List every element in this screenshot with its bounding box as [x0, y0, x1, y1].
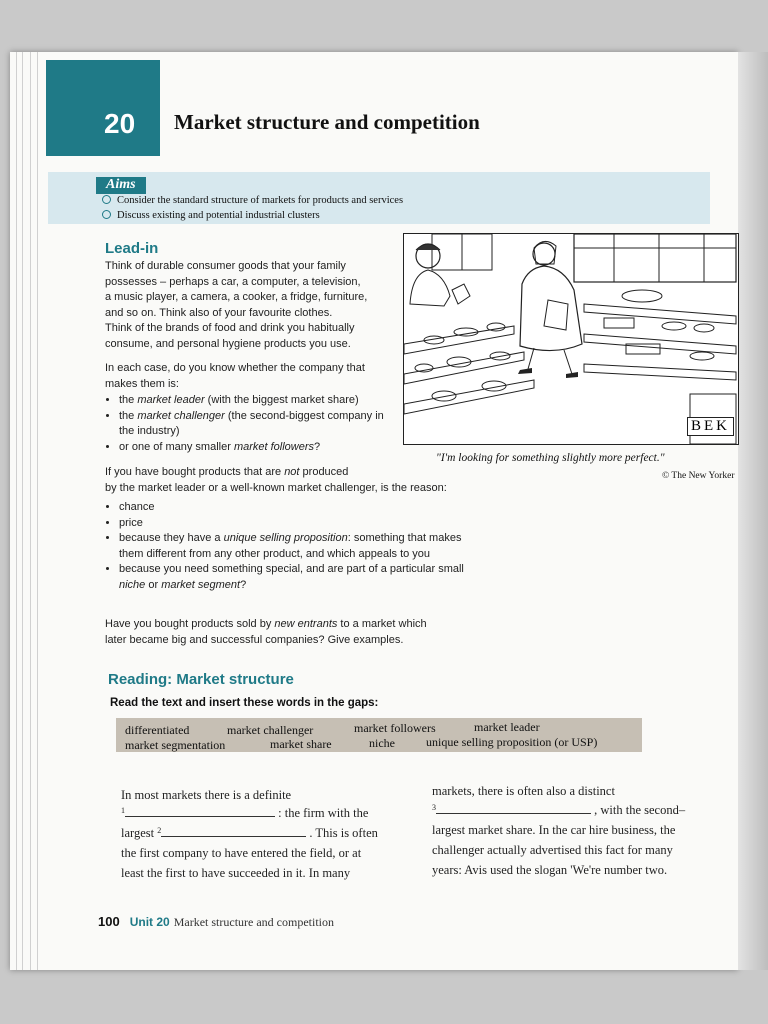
cartoonist-signature: BEK — [687, 417, 734, 436]
unit-title: Market structure and competition — [174, 110, 480, 134]
reading-instruction: Read the text and insert these words in the gaps: — [110, 697, 379, 709]
reading-col1-line1: In most markets there is a definite — [121, 788, 292, 802]
footer-unit: Unit 20 — [129, 915, 170, 929]
word-usp: unique selling proposition (or USP) — [426, 735, 598, 749]
reading-col1-line2: $^1$ : the firm with the — [121, 806, 369, 820]
cartoon-caption: "I'm looking for something slightly more perfect." — [436, 452, 665, 464]
list-item: • the market leader (with the biggest market share) — [119, 393, 395, 409]
reading-col1-line4: the first company to have entered the field, or at — [121, 846, 362, 860]
lead-in-list-1 — [105, 393, 395, 455]
gap-2-blank[interactable] — [161, 824, 306, 837]
lead-in-paragraph-3: If you have bought products that are not produced by the market leader or a well-known market challenger, is the reason: — [105, 466, 447, 494]
lead-in-heading: Lead-in — [105, 240, 159, 257]
aims-item-2: Discuss existing and potential industrial clusters — [102, 210, 320, 221]
list-item: • price — [119, 516, 465, 532]
lead-in-list-2 — [105, 500, 465, 593]
word-niche: niche — [369, 736, 395, 750]
page-footer — [98, 914, 334, 930]
page-binding-lines — [10, 52, 50, 970]
reading-col1-line3: largest $^2$ . This is often — [121, 826, 378, 840]
cartoon-illustration — [403, 233, 739, 445]
lead-in-paragraph-4: Have you bought products sold by new entrants to a market which later became big and successful companies? Give examples. — [105, 618, 427, 646]
unit-number-block — [46, 60, 160, 156]
reading-col2-line5: years: Avis used the slogan 'We're number two. — [432, 863, 668, 877]
reading-col1-line5: least the first to have succeeded in it. In many — [121, 866, 351, 880]
word-differentiated: differentiated — [125, 723, 190, 737]
reading-col2-line3: largest market share. In the car hire business, the — [432, 823, 676, 837]
word-market-share: market share — [270, 737, 332, 751]
shop-scene-drawing — [404, 234, 738, 444]
gap-1-blank[interactable] — [125, 804, 275, 817]
aims-item-1: Consider the standard structure of markets for products and services — [102, 195, 403, 206]
aims-label: Aims — [96, 177, 146, 194]
reading-col2-line1: markets, there is often also a distinct — [432, 784, 615, 798]
circle-bullet-icon — [102, 195, 111, 204]
reading-heading: Reading: Market structure — [108, 671, 294, 688]
circle-bullet-icon — [102, 210, 111, 219]
list-item: • chance — [119, 500, 465, 516]
list-item: • because they have a unique selling proposition: something that makes them different from any other product, and which appeals to you — [119, 531, 465, 562]
list-item: • the market challenger (the second-biggest company in the industry) — [119, 409, 395, 440]
list-item: • or one of many smaller market followers? — [119, 440, 395, 456]
word-market-segmentation: market segmentation — [125, 738, 226, 752]
reading-col2-line2: $^3$ , with the second– — [432, 803, 686, 817]
list-item: • because you need something special, and are part of a particular small niche or market segment? — [119, 562, 465, 593]
cartoon-credit: © The New Yorker — [662, 471, 735, 481]
word-market-challenger: market challenger — [227, 723, 314, 737]
lead-in-paragraph-2: In each case, do you know whether the company that makes them is: — [105, 362, 365, 390]
word-market-followers: market followers — [354, 721, 436, 735]
word-market-leader: market leader — [474, 720, 540, 734]
unit-number: 20 — [104, 108, 136, 139]
reading-col2-line4: challenger actually advertised this fact for many — [432, 843, 673, 857]
gap-3-blank[interactable] — [436, 801, 591, 814]
page-number: 100 — [98, 914, 120, 929]
page-curl-shadow — [738, 52, 768, 970]
footer-title: Market structure and competition — [173, 915, 335, 929]
lead-in-paragraph-1: Think of durable consumer goods that your family possesses – perhaps a car, a computer, a television, a music player, a camera, a cooker, a fridge, furniture, and so on. Think also of your favourite clothes. Think of the brands of food and drink you habitually consume, and personal hygiene products you use. — [105, 260, 368, 350]
